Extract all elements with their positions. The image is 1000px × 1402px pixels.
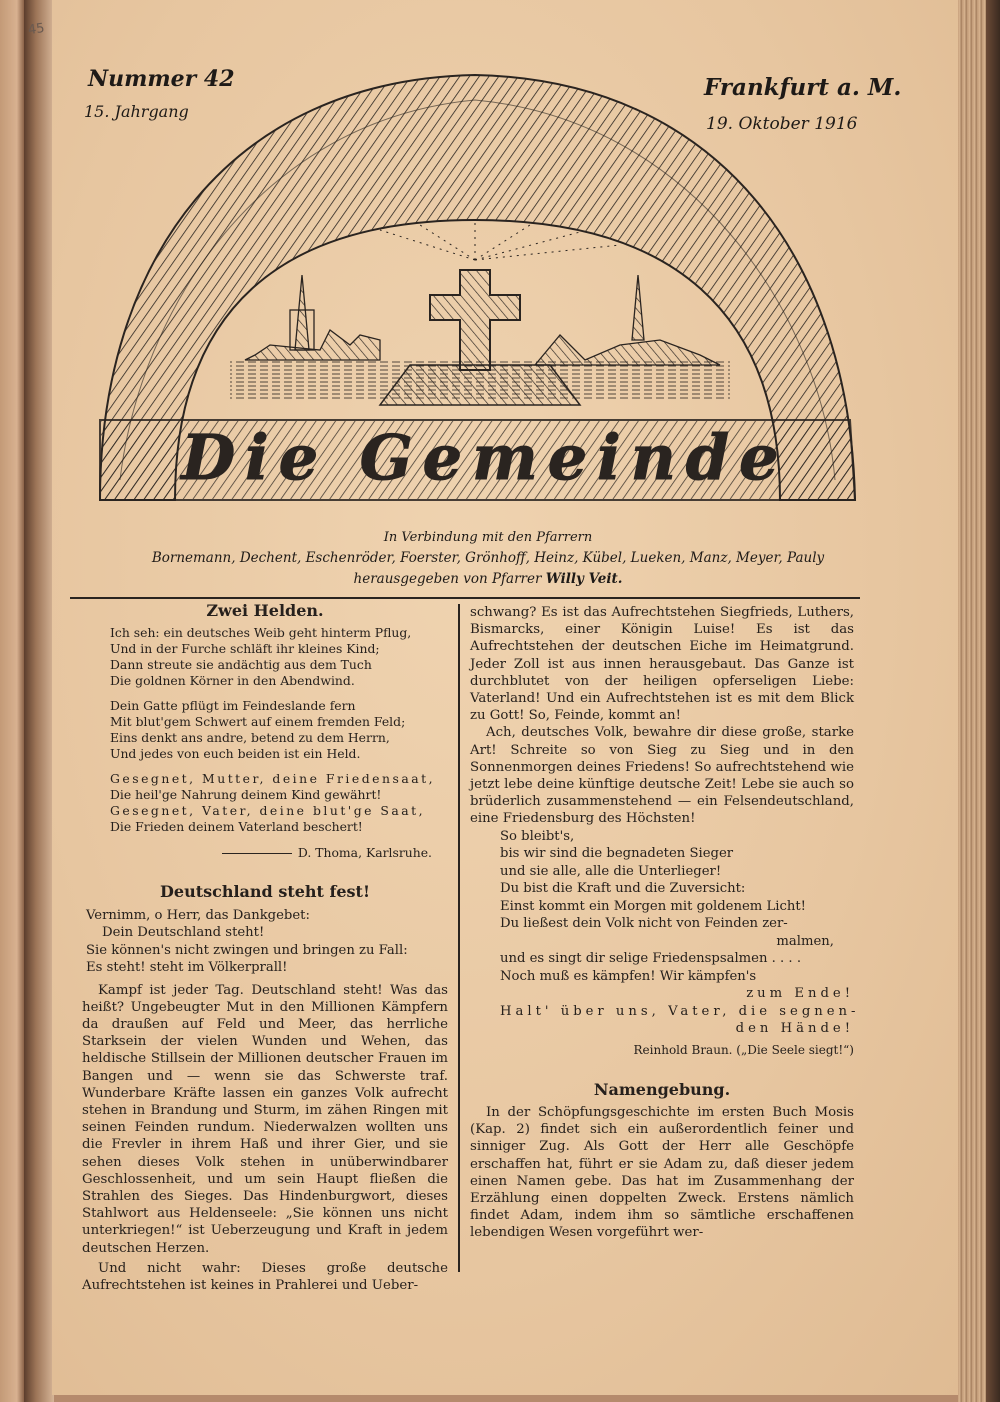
poem-line: Es steht! steht im Völkerprall! [86, 960, 288, 976]
poem-line: Gesegnet, Vater, deine blut'ge Saat, [110, 803, 426, 819]
right-city [535, 275, 720, 365]
publication-date: 19. Oktober 1916 [706, 114, 858, 134]
editors-block [98, 530, 878, 587]
signature-text: D. Thoma, Karlsruhe. [297, 845, 432, 861]
poem-line: Sie können's nicht zwingen und bringen zu Fall: [86, 942, 408, 958]
stanza [110, 625, 448, 689]
poem-line: So bleibt's, [500, 828, 575, 844]
poem-line: Die Frieden deinem Vaterland beschert! [110, 819, 363, 835]
publisher-prefix: herausgegeben von Pfarrer [353, 571, 542, 587]
poem-line: und es singt dir selige Friedenspsalmen . . . . [500, 951, 802, 967]
poem-line: Du ließest dein Volk nicht von Feinden zer- [500, 916, 788, 932]
cross [430, 270, 520, 370]
article-title-namengebung: Namengebung. [593, 1079, 731, 1099]
signature-rule [222, 853, 292, 854]
column-rule [458, 604, 460, 1272]
paragraph: In der Schöpfungsgeschichte im ersten Buch Mosis (Kap. 2) findet sich ein außerordentlich feiner und sinniger Zug. Als Gott der Herr alle Geschöpfe erschaffen hat, führt er sie Adam zu, daß dieser jedem einen Namen gebe. Das hat im Zusammenhang der Erzählung einen doppelten Zweck. Erstens nämlich findet Adam, indem ihm so sämtliche erschaffenen lebendigen Wesen vorgeführt wer- [470, 1105, 854, 1241]
signature-braun: Reinhold Braun. („Die Seele siegt!“) [633, 1042, 854, 1057]
poem-dankgebet [86, 907, 448, 977]
poem-line: Die goldnen Körner in den Abendwind. [110, 673, 355, 689]
poem-line: Halt' über uns, Vater, die segnen- [500, 1003, 860, 1019]
poem-line: Dann streute sie andächtig aus dem Tuch [110, 657, 372, 673]
poem-line: Mit blut'gem Schwert auf einem fremden Feld; [110, 714, 406, 730]
left-column [82, 602, 448, 1294]
issue-number: Nummer 42 [88, 66, 235, 92]
poem-so-bleibts [500, 828, 860, 1038]
masthead-title: Die Gemeinde [181, 421, 789, 494]
poem-line: zum Ende! [746, 986, 854, 1002]
poem-line: Eins denkt ans andre, betend zu dem Herrn, [110, 730, 390, 746]
publication-city: Frankfurt a. M. [704, 74, 902, 101]
poem-line: Dein Deutschland steht! [102, 925, 265, 941]
paragraph: Ach, deutsches Volk, bewahre dir diese große, starke Art! Schreite so von Sieg zu Sieg und in den Sonnenmorgen deines Friedens! So aufrechtstehend wie jetzt lebe deine künftige deutsche Zeit! Lebe sie auch so brüderlich zusammenstehend — ein Felsendeutschland, eine Friedensburg des Höchsten! [470, 725, 854, 827]
poem-line: Noch muß es kämpfen! Wir kämpfen's [500, 968, 757, 984]
poem-line: Ich seh: ein deutsches Weib geht hinterm Pflug, [110, 625, 412, 641]
poem-line: Einst kommt ein Morgen mit goldenem Licht! [500, 898, 806, 914]
poem-line: Und jedes von euch beiden ist ein Held. [110, 746, 361, 762]
poem-zwei-helden [110, 625, 448, 835]
stanza [110, 771, 448, 835]
poem-line: Und in der Furche schläft ihr kleines Kind; [110, 641, 380, 657]
poem-line: Gesegnet, Mutter, deine Friedensaat, [110, 771, 436, 787]
header-rule [70, 597, 860, 599]
poem-line: Vernimm, o Herr, das Dankgebet: [86, 907, 310, 923]
poem-line: den Hände! [735, 1021, 854, 1037]
poem-line: Die heil'ge Nahrung deinem Kind gewährt! [110, 787, 382, 803]
editors-pastors: Bornemann, Dechent, Eschenröder, Foerster, Grönhoff, Heinz, Kübel, Lueken, Manz, Meyer, Pauly [151, 550, 825, 566]
grave-mound [380, 365, 580, 405]
signature-thoma [82, 844, 432, 861]
pencil-mark: 45 [27, 20, 46, 39]
right-column [470, 604, 860, 1242]
page-stack-edge [958, 0, 1000, 1402]
volume-year: 15. Jahrgang [84, 102, 189, 121]
facing-page-edge [0, 0, 24, 1402]
stanza [110, 698, 448, 762]
paragraph: Und nicht wahr: Dieses große deutsche Aufrechtstehen ist keines in Prahlerei und Ueber- [82, 1260, 448, 1294]
poem-line: bis wir sind die begnadeten Sieger [500, 846, 734, 862]
article-title-zwei-helden: Zwei Helden. [206, 601, 324, 620]
poem-line: malmen, [776, 933, 834, 949]
book-gutter [24, 0, 54, 1402]
article-title-deutschland: Deutschland steht fest! [160, 882, 370, 902]
poem-line: Du bist die Kraft und die Zuversicht: [500, 881, 746, 897]
publisher-name: Willy Veit. [545, 571, 623, 587]
poem-line: und sie alle, alle die Unterlieger! [500, 863, 722, 879]
left-city [245, 275, 380, 360]
paragraph: Kampf ist jeder Tag. Deutschland steht! Was das heißt? Ungebeugter Mut in den Millionen Kämpfern da draußen auf Feld und Meer, das herrliche Starksein der vielen Wunden und Wehen, das heldische Stillsein der Millionen deutscher Frauen im Bangen und — wenn sie das Schwerste traf. Wunderbare Kräfte lassen ein ganzes Volk aufrecht stehen in Brandung und Sturm, im zähen Ringen mit seinen Feinden rundum. Niederwalzen wollten uns die Frevler in ihrem Haß und ihrer Gier, und sie sehen dieses Volk stehen in unüberwindbarer Geschlossenheit, und um sein Haupt fließen die Strahlen des Sieges. Das Hindenburgwort, dieses Stahlwort aus Heldenseele: „Sie können uns nicht unterkriegen!“ ist Ueberzeugung und Kraft in jedem deutschen Herzen. [82, 982, 448, 1256]
editors-publisher [98, 571, 878, 587]
poem-line: Dein Gatte pflügt im Feindeslande fern [110, 698, 356, 714]
editors-intro: In Verbindung mit den Pfarrern [383, 530, 593, 545]
paragraph: schwang? Es ist das Aufrechtstehen Siegfrieds, Luthers, Bismarcks, einer Königin Luise! Es ist das Aufrechtstehen der deutschen Eiche im Heimatgrund. Jeder Zoll ist aus innen herausgebaut. Das Ganze ist durchblutet von der heiligen opferseligen Liebe: Vaterland! Und ein Aufrechtstehen ist es mit dem Blick zu Gott! So, Feinde, kommt an! [470, 605, 854, 724]
